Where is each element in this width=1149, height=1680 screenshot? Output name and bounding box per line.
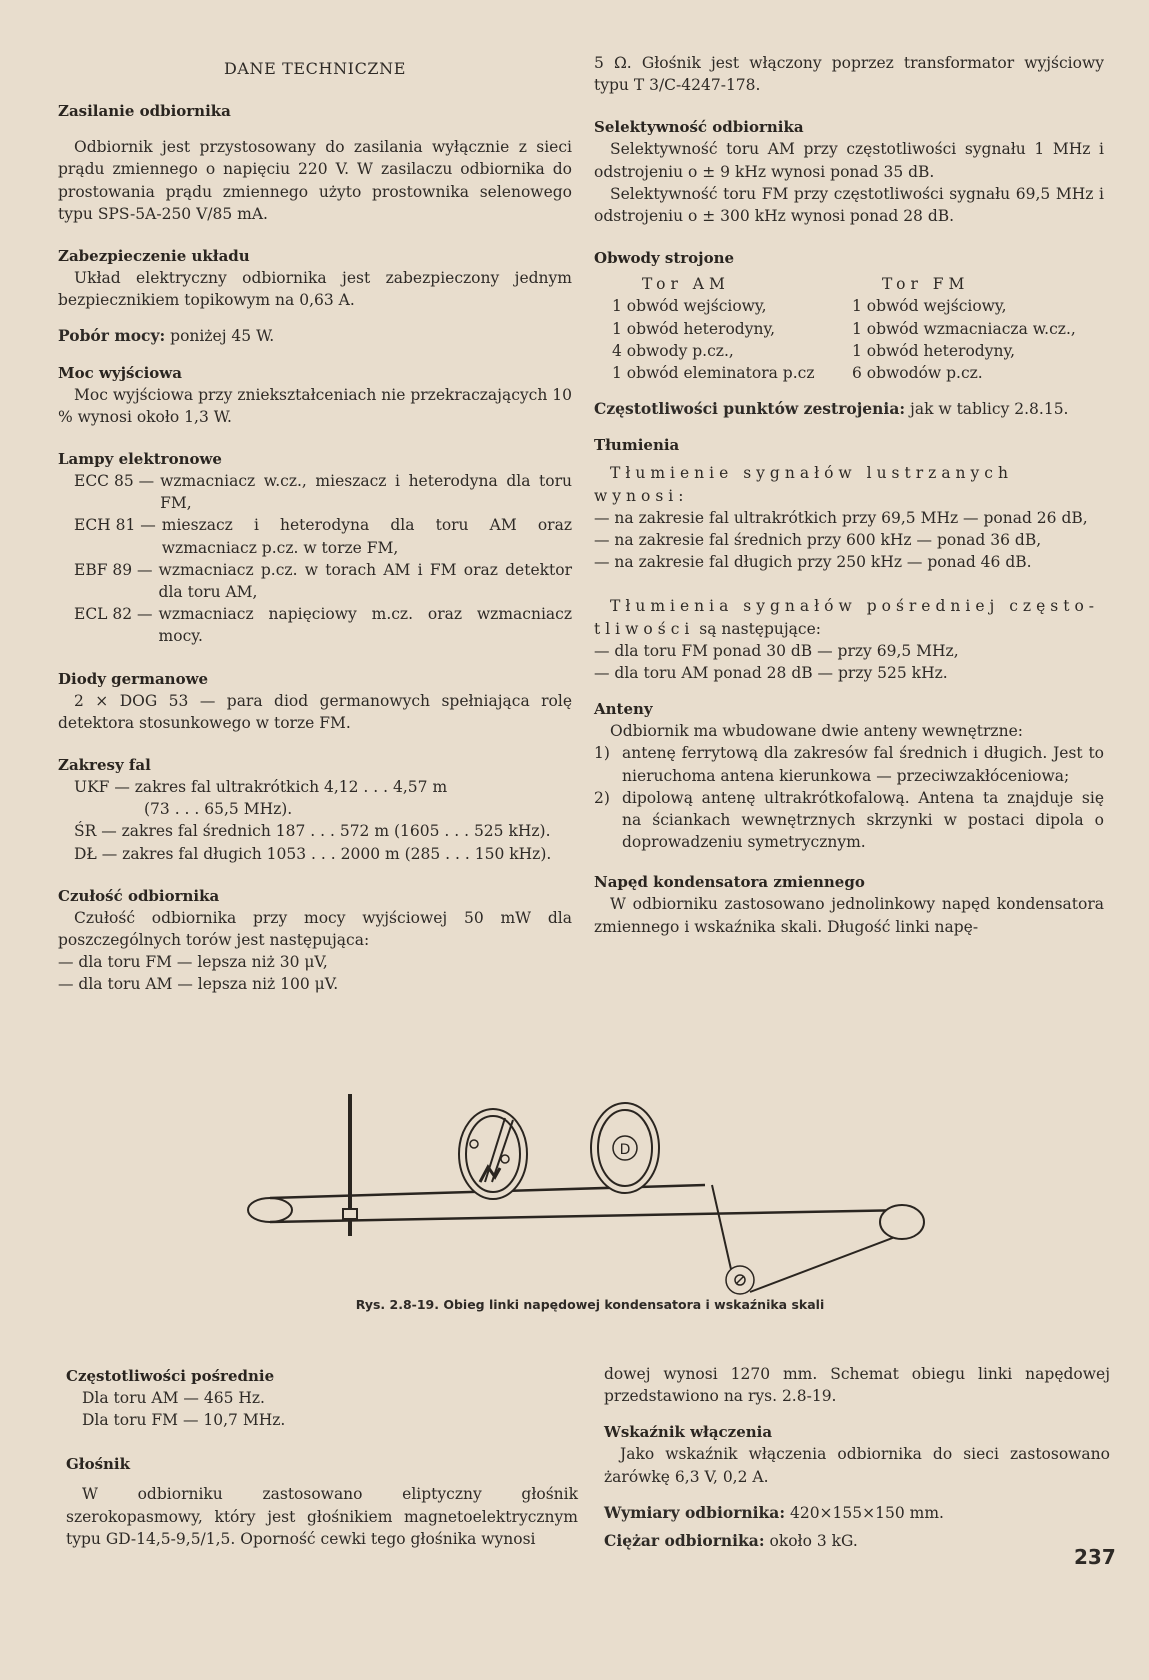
- label-pobor: Pobór mocy:: [58, 326, 166, 346]
- circuits-fm-header: Tor FM: [882, 275, 970, 294]
- tube-desc: wzmacniacz napięciowy m.cz. oraz wzmacniacz mocy.: [158, 605, 572, 646]
- heading-zasilanie: Zasilanie odbiornika: [58, 102, 231, 121]
- section-lampy: [58, 448, 572, 648]
- circuit-am: 4 obwody p.cz.,: [612, 341, 734, 360]
- list-item: — na zakresie fal średnich przy 600 kHz — ponad 36 dB,: [594, 531, 1042, 550]
- text-tlumienia-posrednie: [594, 595, 1104, 639]
- tube-desc: mieszacz i heterodyna dla toru AM oraz wzmacniacz p.cz. w torze FM,: [161, 516, 572, 557]
- circuit-fm: 1 obwód heterodyny,: [852, 341, 1016, 360]
- section-zabezpieczenie: [58, 245, 572, 311]
- if-am: Dla toru AM — 465 Hz.: [82, 1389, 265, 1407]
- section-tlumienia: [594, 434, 1104, 684]
- section-zasilanie: [58, 100, 572, 225]
- circuit-am: 1 obwód wejściowy,: [612, 297, 767, 316]
- range-ukf: [58, 776, 572, 820]
- tube-item: [58, 514, 572, 558]
- heading-diody: Diody germanowe: [58, 669, 209, 688]
- value-wymiary: 420×155×150 mm.: [785, 1503, 944, 1522]
- tube-code: ECH 81 —: [74, 516, 156, 535]
- circuits-table: [594, 273, 1104, 384]
- antenna-text: dipolową antenę ultrakrótkofalową. Antena ta znajduje się na ściankach wewnętrznych skrzynki w postaci dipola o doprowadzeniu symetrycznym.: [622, 788, 1104, 852]
- text-continuation-glosnik: 5 Ω. Głośnik jest włączony poprzez transformator wyjściowy typu T 3/C-4247-178.: [594, 54, 1104, 95]
- tube-item: [58, 603, 572, 647]
- text-tlumienia-lustrzane: Tłumienie sygnałów lustrzanych wynosi:: [594, 464, 1013, 505]
- range-ukf-freq: (73 . . . 65,5 MHz).: [144, 800, 293, 819]
- text-anteny: Odbiornik ma wbudowane dwie anteny wewnętrzne:: [610, 722, 1023, 741]
- pointer-clamp: [343, 1209, 357, 1219]
- text-diody: 2 × DOG 53 — para diod germanowych spełniająca rolę detektora stosunkowego w torze FM.: [58, 691, 572, 732]
- heading-obwody: Obwody strojone: [594, 249, 735, 268]
- list-item: — dla toru AM — lepsza niż 100 μV.: [58, 975, 339, 994]
- section-moc: [58, 362, 572, 428]
- text-moc: Moc wyjściowa przy zniekształceniach nie przekraczających 10 % wynosi około 1,3 W.: [58, 385, 572, 426]
- figure-caption: Rys. 2.8-19. Obieg linki napędowej kondensatora i wskaźnika skali: [355, 1297, 825, 1312]
- heading-anteny: Anteny: [594, 700, 653, 719]
- if-fm: Dla toru FM — 10,7 MHz.: [82, 1411, 286, 1430]
- svg-text:D: D: [619, 1142, 631, 1158]
- antenna-item: [594, 742, 1104, 786]
- drive-cord-diagram: [230, 1082, 950, 1332]
- label-punkty: Częstotliwości punktów zestrojenia:: [594, 399, 906, 419]
- value-punkty: jak w tablicy 2.8.15.: [905, 400, 1069, 419]
- circuit-am: 1 obwód eleminatora p.cz: [612, 364, 815, 383]
- section-anteny: [594, 698, 1104, 853]
- page-title: DANE TECHNICZNE: [223, 59, 407, 78]
- list-item: — na zakresie fal długich przy 250 kHz — ponad 46 dB.: [594, 553, 1032, 572]
- section-wymiary: [604, 1502, 1110, 1524]
- heading-zakresy: Zakresy fal: [58, 756, 151, 775]
- list-item: — dla toru FM ponad 30 dB — przy 69,5 MHz,: [594, 641, 959, 660]
- text-wskaznik: Jako wskaźnik włączenia odbiornika do sieci zastosowano żarówkę 6,3 V, 0,2 A.: [604, 1445, 1110, 1486]
- heading-posrednie: Częstotliwości pośrednie: [66, 1367, 275, 1385]
- range-dl: DŁ — zakres fal długich 1053 . . . 2000 m (285 . . . 150 kHz).: [74, 844, 552, 863]
- text-zabezpieczenie: Układ elektryczny odbiornika jest zabezpieczony jednym bezpiecznikiem topikowym na 0,63 A.: [58, 269, 572, 310]
- tube-code: ECC 85 —: [74, 472, 155, 491]
- text-continuation-naped: dowej wynosi 1270 mm. Schemat obiegu linki napędowej przedstawiono na rys. 2.8-19.: [604, 1365, 1110, 1406]
- circuit-am: 1 obwód heterodyny,: [612, 319, 776, 338]
- text-selektywnosc-fm: Selektywność toru FM przy częstotliwości sygnału 69,5 MHz i odstrojeniu o ± 300 kHz wynosi ponad 28 dB.: [594, 184, 1104, 226]
- section-punkty: [594, 398, 1104, 420]
- tube-desc: wzmacniacz w.cz., mieszacz i heterodyna dla toru FM,: [160, 472, 572, 513]
- text-naped: W odbiorniku zastosowano jednolinkowy napęd kondensatora zmiennego i wskaźnika skali. Długość linki napę-: [594, 895, 1104, 936]
- list-item: — na zakresie fal ultrakrótkich przy 69,5 MHz — ponad 26 dB,: [594, 508, 1088, 527]
- left-column: [58, 52, 572, 1010]
- left-pulley: [248, 1198, 292, 1222]
- circuit-fm: 1 obwód wzmacniacza w.cz.,: [852, 319, 1076, 338]
- value-pobor: poniżej 45 W.: [165, 327, 275, 346]
- heading-selektywnosc: Selektywność odbiornika: [594, 118, 804, 137]
- antenna-number: 2): [594, 788, 610, 807]
- section-zakresy: [58, 754, 572, 865]
- text-czulosc: Czułość odbiornika przy mocy wyjściowej 50 mW dla poszczególnych torów jest następująca:: [58, 908, 572, 950]
- antenna-item: [594, 787, 1104, 854]
- section-posrednie: [66, 1365, 578, 1431]
- heading-czulosc: Czułość odbiornika: [58, 886, 220, 905]
- antenna-text: antenę ferrytową dla zakresów fal średnich i długich. Jest to nieruchoma antena kierunkowa — przeciwzakłóceniowa;: [622, 744, 1104, 785]
- drive-cord: [750, 1237, 895, 1292]
- heading-moc: Moc wyjściowa: [58, 363, 182, 382]
- text-zasilanie: Odbiornik jest przystosowany do zasilania wyłącznie z sieci prądu zmiennego o napięciu 220 V. W zasilaczu odbiornika do prostowania prądu zmiennego użyto prostownika selenowego typu SPS-5A-250 V/85 mA.: [58, 138, 572, 223]
- section-pobor: [58, 325, 572, 347]
- tube-code: ECL 82 —: [74, 605, 153, 624]
- value-ciezar: około 3 kG.: [764, 1532, 858, 1551]
- page-number: 237: [1074, 1545, 1116, 1569]
- tube-desc: wzmacniacz p.cz. w torach AM i FM oraz detektor dla toru AM,: [158, 560, 572, 602]
- heading-lampy: Lampy elektronowe: [58, 450, 222, 469]
- section-czulosc: [58, 885, 572, 996]
- section-selektywnosc: [594, 116, 1104, 227]
- text-glosnik: W odbiorniku zastosowano eliptyczny głośnik szerokopasmowy, który jest głośnikiem magnetoelektrycznym typu GD-14,5-9,5/1,5. Oporność cewki tego głośnika wynosi: [66, 1485, 578, 1548]
- right-pulley: [880, 1205, 924, 1239]
- heading-zabezpieczenie: Zabezpieczenie układu: [58, 247, 250, 266]
- heading-wskaznik: Wskaźnik włączenia: [604, 1423, 773, 1442]
- tube-code: EBF 89 —: [74, 560, 153, 579]
- label-wymiary: Wymiary odbiornika:: [604, 1502, 786, 1522]
- bottom-right-column: [604, 1363, 1110, 1552]
- tube-item: [58, 559, 572, 603]
- section-naped: [594, 871, 1104, 937]
- range-sr: ŚR — zakres fal średnich 187 . . . 572 m (1605 . . . 525 kHz).: [74, 822, 551, 841]
- list-item: — dla toru AM ponad 28 dB — przy 525 kHz.: [594, 664, 948, 683]
- heading-tlumienia: Tłumienia: [594, 436, 680, 455]
- right-column: [594, 52, 1104, 952]
- heading-glosnik: Głośnik: [66, 1455, 131, 1474]
- section-diody: [58, 668, 572, 734]
- text-selektywnosc-am: Selektywność toru AM przy częstotliwości sygnału 1 MHz i odstrojeniu o ± 9 kHz wynosi ponad 35 dB.: [594, 140, 1104, 181]
- tube-item: [58, 470, 572, 514]
- range-ukf-line: UKF — zakres fal ultrakrótkich 4,12 . . . 4,57 m: [74, 778, 448, 797]
- section-wskaznik: [604, 1421, 1110, 1487]
- bottom-left-column: [66, 1365, 578, 1564]
- antenna-number: 1): [594, 744, 610, 763]
- section-ciezar: [604, 1530, 1110, 1552]
- section-glosnik: [66, 1453, 578, 1550]
- text-tlumienia-posrednie-rest: są następujące:: [694, 619, 822, 638]
- heading-naped: Napęd kondensatora zmiennego: [594, 873, 865, 892]
- list-item: — dla toru FM — lepsza niż 30 μV,: [58, 953, 328, 972]
- label-ciezar: Ciężar odbiornika:: [604, 1531, 765, 1551]
- section-obwody: [594, 247, 1104, 384]
- circuit-fm: 1 obwód wejściowy,: [852, 297, 1007, 316]
- text-tlumienia-posrednie-spaced: Tłumienia sygnałów pośredniej często-tliwości: [594, 597, 1100, 638]
- circuits-am-header: Tor AM: [642, 275, 730, 294]
- circuit-fm: 6 obwodów p.cz.: [852, 364, 983, 383]
- drive-cord: [270, 1210, 910, 1222]
